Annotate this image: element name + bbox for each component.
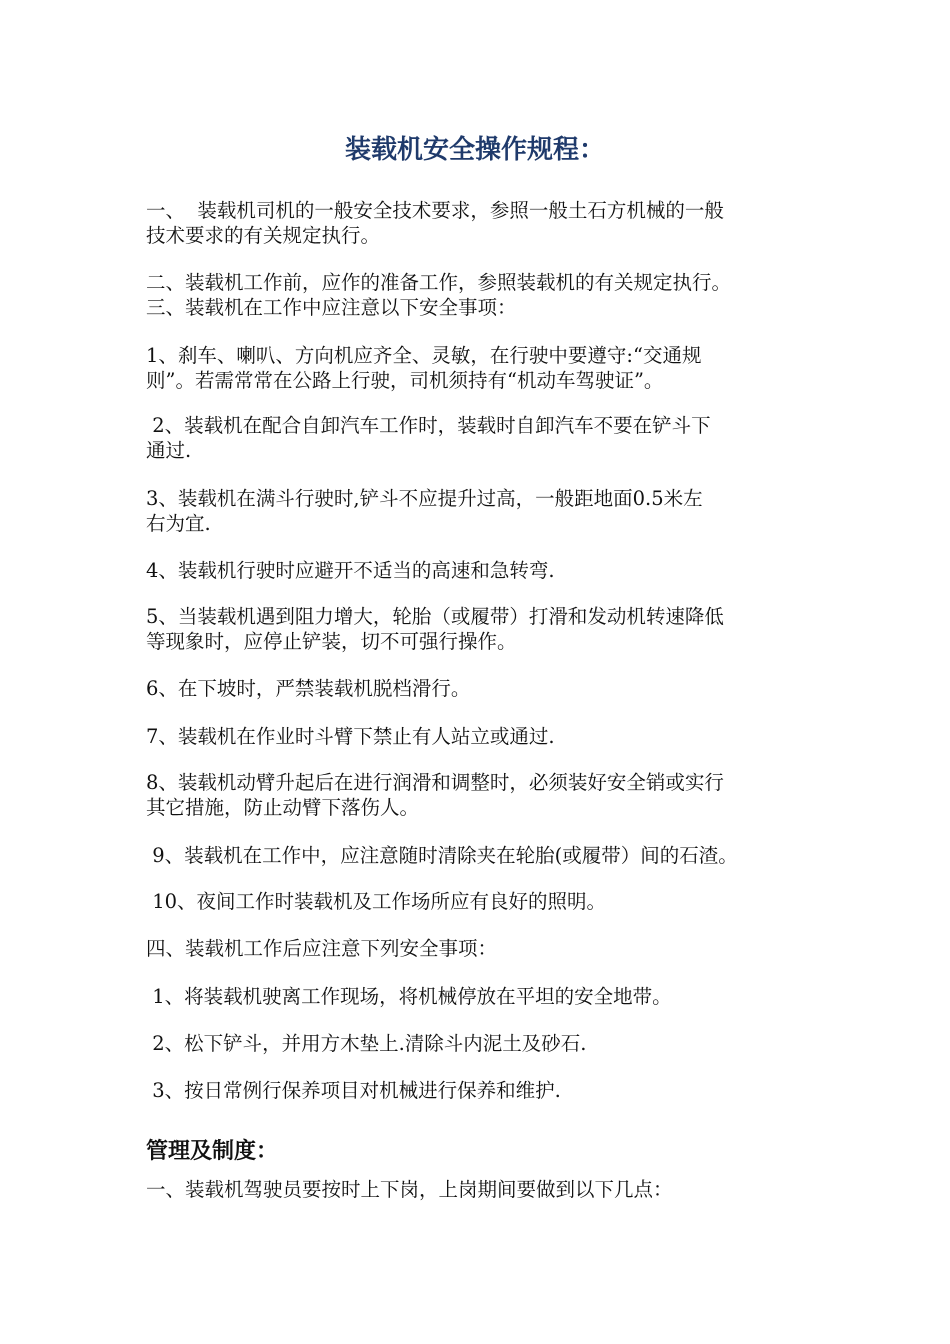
document-title: 装载机安全操作规程： [344,135,605,165]
paragraph-4 [146,413,826,463]
paragraph-13 [146,936,826,961]
paragraph-16 [146,1078,826,1103]
paragraph-line: 1、刹车、喇叭、方向机应齐全、灵敏，在行驶中要遵守:“交通规 [146,344,702,367]
paragraph-14 [146,984,826,1009]
paragraph-line: 一、 装载机司机的一般安全技术要求，参照一般土石方机械的一般 [146,199,724,222]
paragraph-line: 其它措施，防止动臂下落伤人。 [146,796,420,819]
paragraph-line: 一、装载机驾驶员要按时上下岗，上岗期间要做到以下几点： [146,1178,673,1201]
paragraph-line: 1、将装载机驶离工作现场，将机械停放在平坦的安全地带。 [146,985,672,1008]
paragraph-12 [146,889,826,914]
paragraph-line: 等现象时，应停止铲装，切不可强行操作。 [146,630,517,653]
paragraph-line: 10、夜间工作时装载机及工作场所应有良好的照明。 [146,890,607,913]
paragraph-line: 5、当装载机遇到阻力增大，轮胎（或履带）打滑和发动机转速降低 [146,605,724,628]
paragraph-17 [146,1177,826,1202]
paragraph-15 [146,1031,826,1056]
paragraph-7 [146,604,826,654]
paragraph-line: 3、按日常例行保养项目对机械进行保养和维护. [146,1079,561,1102]
paragraph-line: 三、装载机在工作中应注意以下安全事项： [146,296,517,319]
paragraph-10 [146,770,826,820]
paragraph-9 [146,724,826,749]
paragraph-5 [146,486,826,536]
paragraph-3 [146,343,826,393]
paragraph-line: 7、装载机在作业时斗臂下禁止有人站立或通过. [146,725,555,748]
paragraph-11 [146,843,826,868]
paragraph-line: 则”。若需常常在公路上行驶，司机须持有“机动车驾驶证”。 [146,369,664,392]
paragraph-line: 二、装载机工作前，应作的准备工作，参照装载机的有关规定执行。 [146,271,732,294]
section-heading: 管理及制度： [146,1139,279,1164]
paragraph-line: 2、装载机在配合自卸汽车工作时，装载时自卸汽车不要在铲斗下 [146,414,711,437]
paragraph-line: 6、在下坡时，严禁装载机脱档滑行。 [146,677,471,700]
paragraph-line: 四、装载机工作后应注意下列安全事项： [146,937,498,960]
paragraph-line: 2、松下铲斗，并用方木垫上.清除斗内泥土及砂石. [146,1032,587,1055]
paragraph-8 [146,676,826,701]
paragraph-line: 4、装载机行驶时应避开不适当的高速和急转弯. [146,559,555,582]
paragraph-6 [146,558,826,583]
paragraph-line: 通过. [146,439,192,462]
paragraph-line: 右为宜. [146,512,211,535]
paragraph-line: 3、装载机在满斗行驶时,铲斗不应提升过高，一般距地面0.5米左 [146,487,703,510]
paragraph-line: 8、装载机动臂升起后在进行润滑和调整时，必须装好安全销或实行 [146,771,724,794]
paragraph-line: 9、装载机在工作中，应注意随时清除夹在轮胎(或履带）间的石渣。 [146,844,738,867]
paragraph-2 [146,270,826,320]
paragraph-1 [146,198,826,248]
paragraph-line: 技术要求的有关规定执行。 [146,224,381,247]
